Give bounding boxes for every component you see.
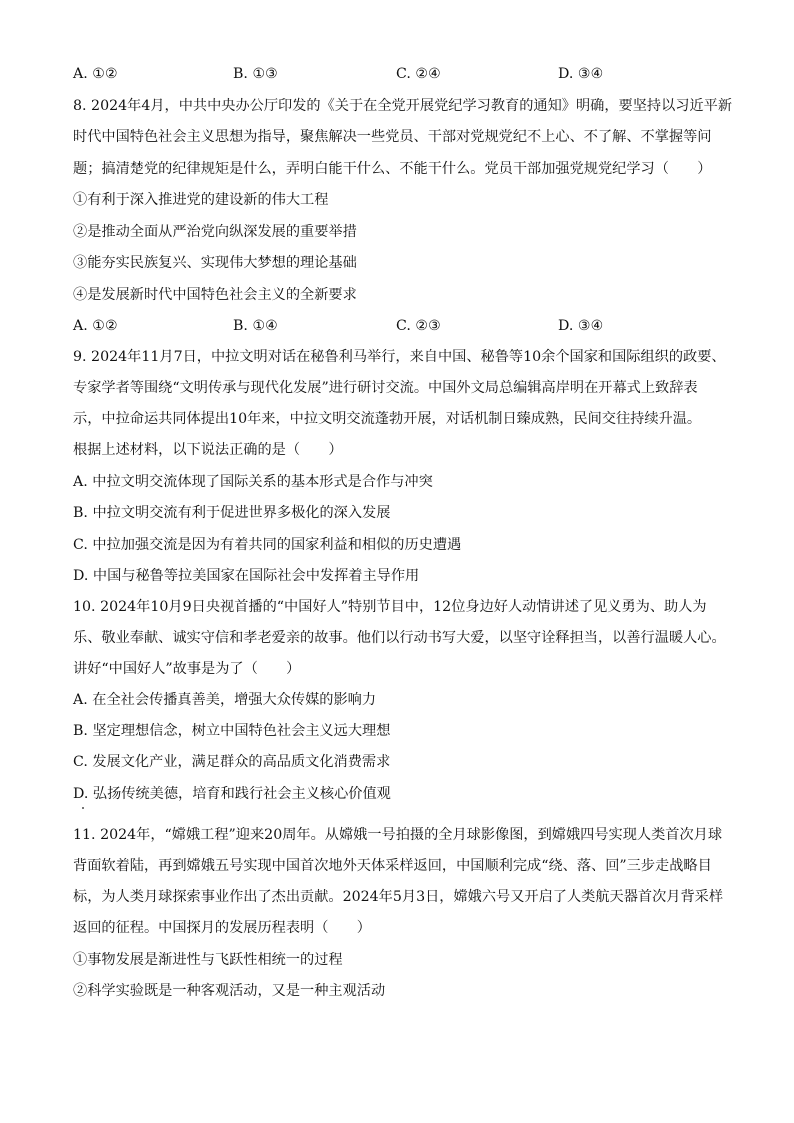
q9-choice-a[interactable]: A. 中拉文明交流体现了国际关系的基本形式是合作与冲突 (73, 474, 433, 490)
q11-statement-2: ②科学实验既是一种客观活动，又是一种主观活动 (73, 983, 386, 999)
q10-stem-line-1: 10. 2024年10月9日央视首播的“中国好人”特别节目中，12位身边好人动情讲述了见义勇为、助人为 (73, 599, 707, 615)
q8-option-b[interactable]: B. ①④ (233, 318, 278, 334)
q8-stem-line-2: 时代中国特色社会主义思想为指导，聚焦解决一些党员、干部对党规党纪不上心、不了解、不掌握等问 (73, 129, 712, 145)
q7-option-a[interactable]: A. ①② (73, 66, 118, 82)
q11-stem-line-4: 返回的征程。中国探月的发展历程表明（ ） (73, 920, 371, 936)
q9-stem-line-3: 示，中拉命运共同体提出10年来，中拉文明交流蓬勃开展，对话机制日臻成熟，民间交往持续升温。 (73, 411, 702, 427)
q8-statement-4: ④是发展新时代中国特色社会主义的全新要求 (73, 287, 357, 303)
q11-statement-1: ①事物发展是渐进性与飞跃性相统一的过程 (73, 952, 343, 968)
q8-stem-line-3: 题；搞清楚党的纪律规矩是什么，弄明白能干什么、不能干什么。党员干部加强党规党纪学习（ ） (73, 161, 712, 177)
q10-choice-a[interactable]: A. 在全社会传播真善美，增强大众传媒的影响力 (73, 692, 377, 708)
q9-stem-line-2: 专家学者等围绕“文明传承与现代化发展”进行研讨交流。中国外文局总编辑高岸明在开幕式上致辞表 (73, 380, 698, 396)
q7-option-c[interactable]: C. ②④ (396, 66, 441, 82)
q9-stem-line-1: 9. 2024年11月7日，中拉文明对话在秘鲁利马举行，来自中国、秘鲁等10余个国家和国际组织的政要、 (73, 349, 726, 365)
stray-dot-mark (82, 807, 84, 809)
q10-choice-b[interactable]: B. 坚定理想信念，树立中国特色社会主义远大理想 (73, 723, 391, 739)
q8-statement-2: ②是推动全面从严治党向纵深发展的重要举措 (73, 224, 357, 240)
q9-choice-d[interactable]: D. 中国与秘鲁等拉美国家在国际社会中发挥着主导作用 (73, 568, 420, 584)
q11-stem-line-1: 11. 2024年，“嫦娥工程”迎来20周年。从嫦娥一号拍摄的全月球影像图，到嫦娥四号实现人类首次月球 (73, 827, 723, 843)
q8-statement-3: ③能夯实民族复兴、实现伟大梦想的理论基础 (73, 255, 357, 271)
q8-stem-line-1: 8. 2024年4月，中共中央办公厅印发的《关于在全党开展党纪学习教育的通知》明确，要坚持以习近平新 (73, 98, 733, 114)
q11-stem-line-2: 背面软着陆，再到嫦娥五号实现中国首次地外天体采样返回，中国顺利完成“绕、落、回”三步走战略目 (73, 858, 712, 874)
q7-option-d[interactable]: D. ③④ (558, 66, 604, 82)
q8-option-c[interactable]: C. ②③ (396, 318, 441, 334)
q11-stem-line-3: 标，为人类月球探索事业作出了杰出贡献。2024年5月3日，嫦娥六号又开启了人类航天器首次月背采样 (73, 889, 724, 905)
q8-option-d[interactable]: D. ③④ (558, 318, 604, 334)
q8-statement-1: ①有利于深入推进党的建设新的伟大工程 (73, 192, 329, 208)
q8-option-a[interactable]: A. ①② (73, 318, 118, 334)
q7-options (73, 64, 725, 84)
q9-choice-c[interactable]: C. 中拉加强交流是因为有着共同的国家利益和相似的历史遭遇 (73, 537, 462, 553)
q10-stem-line-3: 讲好“中国好人”故事是为了（ ） (73, 661, 301, 677)
q9-choice-b[interactable]: B. 中拉文明交流有利于促进世界多极化的深入发展 (73, 505, 391, 521)
q10-choice-d[interactable]: D. 弘扬传统美德，培育和践行社会主义核心价值观 (73, 786, 391, 802)
q8-options (73, 316, 725, 336)
q9-stem-line-4: 根据上述材料，以下说法正确的是（ ） (73, 442, 343, 458)
q10-stem-line-2: 乐、敬业奉献、诚实守信和孝老爱亲的故事。他们以行动书写大爱，以坚守诠释担当，以善行温暖人心。 (73, 630, 726, 646)
q10-choice-c[interactable]: C. 发展文化产业，满足群众的高品质文化消费需求 (73, 754, 391, 770)
q7-option-b[interactable]: B. ①③ (233, 66, 278, 82)
